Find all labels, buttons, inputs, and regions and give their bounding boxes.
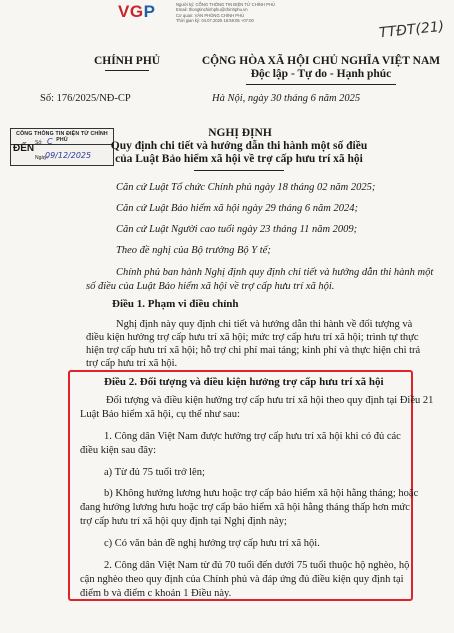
article-2-point-a: a) Từ đủ 75 tuổi trở lên; — [104, 467, 205, 478]
enacting-clause: Chính phủ ban hành Nghị định quy định chi tiết và hướng dẫn thi hành một số điều của Luật Bảo hiểm xã hội về trợ cấp hưu trí xã hội. — [86, 267, 434, 292]
motto: Độc lập - Tự do - Hạnh phúc — [250, 68, 392, 80]
signature-meta-line: Thời gian ký: 04.07.2025 16:58:05 +07:00 — [176, 18, 254, 24]
preamble-line: Căn cứ Luật Tổ chức Chính phủ ngày 18 tháng 02 năm 2025; — [116, 182, 376, 193]
signature-meta-line: Người ký: CỔNG THÔNG TIN ĐIỆN TỬ CHÍNH PHỦ — [176, 2, 275, 7]
article-1-text: Nghị định này quy định chi tiết và hướng dẫn thi hành về đối tượng và — [116, 319, 413, 330]
issuer-block — [72, 55, 182, 71]
article-2-clause-1: 1. Công dân Việt Nam được hưởng trợ cấp hưu trí xã hội khi có đủ các — [104, 431, 401, 442]
handwritten-code: TTĐT(21) — [378, 18, 445, 42]
article-2-text: Luật Bảo hiểm xã hội, cụ thể như sau: — [80, 409, 240, 420]
article-2-text: Đối tượng và điều kiện hưởng trợ cấp hưu trí xã hội theo quy định tại Điều 21 — [106, 395, 434, 406]
article-2-clause-2: cận nghèo theo quy định của Chính phủ và đáp ứng đủ điều kiện quy định tại — [80, 574, 404, 585]
signature-meta — [176, 2, 366, 24]
document-title-line: của Luật Bảo hiểm xã hội về trợ cấp hưu trí xã hội — [115, 153, 363, 165]
document-title — [108, 140, 370, 171]
document-title-line: Quy định chi tiết và hướng dẫn thi hành một số điều — [110, 140, 368, 152]
article-2-heading: Điều 2. Đối tượng và điều kiện hưởng trợ cấp hưu trí xã hội — [104, 376, 384, 388]
preamble-line: Căn cứ Luật Người cao tuổi ngày 23 tháng 11 năm 2009; — [116, 224, 358, 235]
preamble-line: Căn cứ Luật Bảo hiểm xã hội ngày 29 tháng 6 năm 2024; — [116, 203, 358, 214]
article-2-point-c: c) Có văn bản đề nghị hưởng trợ cấp hưu trí xã hội. — [104, 538, 320, 549]
document-date: Hà Nội, ngày 30 tháng 6 năm 2025 — [212, 93, 361, 104]
digital-signature-stamp — [118, 2, 358, 22]
vgp-logo-p: P — [143, 2, 156, 21]
article-2-point-b: trợ cấp hưu trí xã hội quy định tại Nghị định này; — [80, 516, 287, 527]
document-number: Số: 176/2025/NĐ-CP — [40, 93, 131, 104]
signature-meta-line: Email: thongtinchinhphu@chinhphu.vn — [176, 7, 248, 13]
received-stamp — [10, 128, 114, 166]
issuer-name: CHÍNH PHỦ — [93, 55, 161, 67]
article-1-text: hiện trợ cấp hưu trí xã hội; hỗ trợ chi phí mai táng; kinh phí và thực hiện chi trả — [86, 345, 421, 356]
article-2-clause-2: 2. Công dân Việt Nam từ đủ 70 tuổi đến dưới 75 tuổi thuộc hộ nghèo, hộ — [104, 560, 410, 571]
country-line: CỘNG HÒA XÃ HỘI CHỦ NGHĨA VIỆT NAM — [201, 55, 441, 67]
article-1-text: trợ cấp hưu trí xã hội. — [86, 358, 178, 369]
vgp-logo-text: VG — [118, 2, 144, 21]
article-2-point-b: b) Không hưởng lương hưu hoặc trợ cấp bảo hiểm xã hội hằng tháng; hoặc — [104, 488, 419, 499]
preamble-line: Theo đề nghị của Bộ trưởng Bộ Y tế; — [116, 245, 271, 256]
national-header — [196, 55, 446, 85]
received-stamp-date-label: Ngày: — [35, 155, 49, 161]
signature-meta-line: Cơ quan: VĂN PHÒNG CHÍNH PHỦ — [176, 12, 245, 18]
article-2-clause-2: điểm b và điểm c khoản 1 Điều này. — [80, 588, 232, 599]
received-stamp-date-value: 09/12/2025 — [45, 151, 92, 160]
article-1-text: điều kiện hưởng trợ cấp hưu trí xã hội; mức trợ cấp hưu trí xã hội; trình tự thực — [86, 332, 419, 343]
received-stamp-org: CÔNG THÔNG TIN ĐIỆN TỬ CHÍNH PHỦ — [11, 129, 113, 145]
received-stamp-so-label: Số: — [35, 140, 43, 146]
issuer-underline — [105, 70, 149, 71]
received-stamp-so-value: C — [47, 137, 53, 146]
vgp-logo — [118, 2, 155, 22]
motto-underline — [246, 84, 396, 85]
received-stamp-den: ĐẾN — [13, 143, 35, 154]
article-1-heading: Điều 1. Phạm vi điều chỉnh — [112, 298, 239, 310]
title-underline — [194, 170, 284, 171]
document-type: NGHỊ ĐỊNH — [208, 127, 272, 139]
article-2-clause-1: điều kiện sau đây: — [80, 445, 157, 456]
article-2-point-b: đang hưởng lương hưu hoặc trợ cấp bảo hiểm xã hội hằng tháng thấp hơn mức — [80, 502, 410, 513]
